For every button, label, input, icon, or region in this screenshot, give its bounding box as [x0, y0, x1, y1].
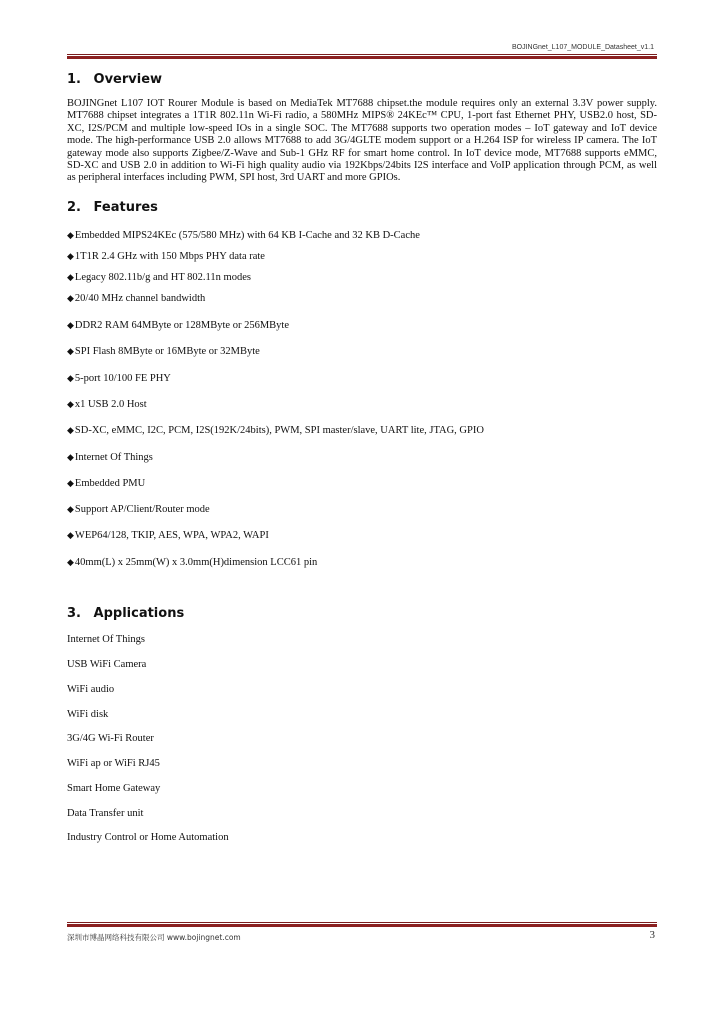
diamond-bullet-icon: ◆ [67, 251, 74, 261]
diamond-bullet-icon: ◆ [67, 478, 74, 488]
applications-number: 3. [67, 606, 81, 621]
application-item: Industry Control or Home Automation [67, 832, 229, 843]
overview-paragraph: BOJINGnet L107 IOT Rourer Module is based on MediaTek MT7688 chipset.the module requires only an external 3.3V power supply. MT7688 chipset integrates a 1T1R 802.11n Wi-Fi radio, a 580MHz MIPS® 24KEc™ CPU, 1-port fast Ethernet PHY, USB2.0 host, SD-XC, I2S/PCM and multiple low-speed IOs in a single SOC. The MT7688 supports two operation modes – IoT gateway and IoT device mode. The high-performance USB 2.0 allows MT7688 to add 3G/4GLTE modem support or a H.264 ISP for wireless IP camera. The IoT gateway mode also supports Zigbee/Z-Wave and Sub-1 GHz RF for smart home control. In IoT device mode, MT7688 supports eMMC, SD-XC and USB 2.0 in addition to Wi-Fi high quality audio via 192Kbps/24bits I2S interface and VoIP application through PCM, as well as peripheral interfaces including PWM, SPI host, 3rd UART and more GPIOs. [67, 98, 657, 184]
overview-title: Overview [93, 72, 163, 87]
feature-item: ◆Embedded MIPS24KEc (575/580 MHz) with 64 KB I-Cache and 32 KB D-Cache [67, 230, 420, 241]
application-item: 3G/4G Wi-Fi Router [67, 733, 154, 744]
footer-company: 深圳市博晶网络科技有限公司 www.bojingnet.com [67, 933, 241, 942]
application-item: Data Transfer unit [67, 808, 144, 819]
diamond-bullet-icon: ◆ [67, 425, 74, 435]
footer-rule [67, 922, 657, 927]
feature-item: ◆x1 USB 2.0 Host [67, 399, 147, 410]
diamond-bullet-icon: ◆ [67, 272, 74, 282]
overview-number: 1. [67, 72, 81, 87]
document-header-title: BOJINGnet_L107_MODULE_Datasheet_v1.1 [511, 44, 654, 51]
feature-item: ◆Embedded PMU [67, 478, 146, 489]
diamond-bullet-icon: ◆ [67, 557, 74, 567]
page-number: 3 [649, 929, 655, 941]
diamond-bullet-icon: ◆ [67, 399, 74, 409]
application-item: USB WiFi Camera [67, 659, 147, 670]
diamond-bullet-icon: ◆ [67, 230, 74, 240]
features-number: 2. [67, 200, 81, 215]
applications-title: Applications [93, 606, 185, 621]
diamond-bullet-icon: ◆ [67, 373, 74, 383]
overview-heading [67, 72, 162, 87]
application-item: Smart Home Gateway [67, 783, 161, 794]
application-item: Internet Of Things [67, 634, 145, 645]
feature-item: ◆Support AP/Client/Router mode [67, 504, 210, 515]
feature-item: ◆Legacy 802.11b/g and HT 802.11n modes [67, 272, 251, 283]
application-item: WiFi disk [67, 709, 109, 720]
feature-item: ◆40mm(L) x 25mm(W) x 3.0mm(H)dimension LCC61 pin [67, 557, 318, 568]
diamond-bullet-icon: ◆ [67, 530, 74, 540]
feature-item: ◆Internet Of Things [67, 452, 153, 463]
application-item: WiFi audio [67, 684, 115, 695]
application-item: WiFi ap or WiFi RJ45 [67, 758, 160, 769]
feature-item: ◆5-port 10/100 FE PHY [67, 373, 171, 384]
diamond-bullet-icon: ◆ [67, 504, 74, 514]
features-heading [67, 200, 158, 215]
feature-item: ◆WEP64/128, TKIP, AES, WPA, WPA2, WAPI [67, 530, 269, 541]
features-title: Features [93, 200, 158, 215]
diamond-bullet-icon: ◆ [67, 452, 74, 462]
header-rule [67, 54, 657, 59]
diamond-bullet-icon: ◆ [67, 320, 74, 330]
diamond-bullet-icon: ◆ [67, 346, 74, 356]
feature-item: ◆1T1R 2.4 GHz with 150 Mbps PHY data rate [67, 251, 265, 262]
diamond-bullet-icon: ◆ [67, 293, 74, 303]
feature-item: ◆20/40 MHz channel bandwidth [67, 293, 206, 304]
applications-heading [67, 606, 184, 621]
feature-item: ◆SPI Flash 8MByte or 16MByte or 32MByte [67, 346, 260, 357]
feature-item: ◆SD-XC, eMMC, I2C, PCM, I2S(192K/24bits), PWM, SPI master/slave, UART lite, JTAG, GPIO [67, 425, 484, 436]
feature-item: ◆DDR2 RAM 64MByte or 128MByte or 256MByte [67, 320, 290, 331]
